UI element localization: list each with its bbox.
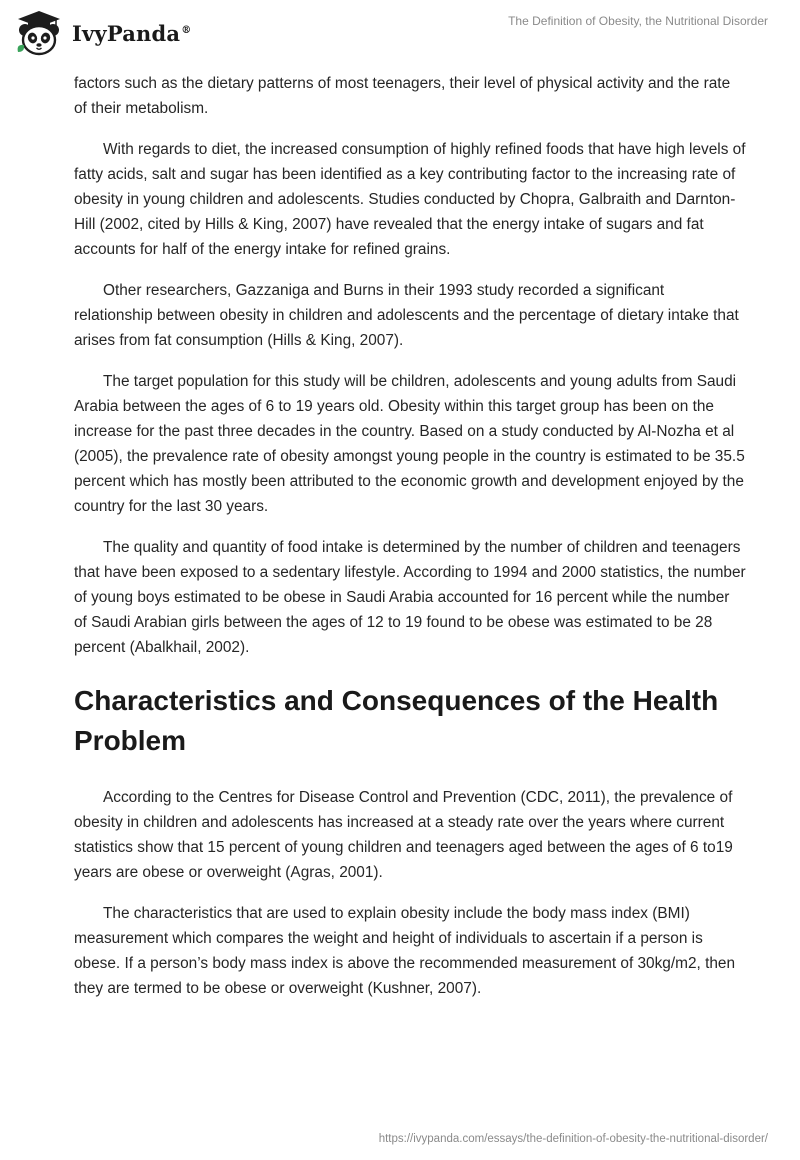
essay-content [74,71,746,1017]
panda-graduate-icon [14,8,64,58]
paragraph: The quality and quantity of food intake is determined by the number of children and teenagers that have been exposed to a sedentary lifestyle. According to 1994 and 2000 statistics, the number of young boys estimated to be obese in Saudi Arabia accounted for 16 percent while the number of Saudi Arabian girls between the ages of 12 to 19 found to be obese was estimated to be 28 percent (Abalkhail, 2002). [74,539,746,656]
paragraph: The target population for this study will be children, adolescents and young adults from Saudi Arabia between the ages of 6 to 19 years old. Obesity within this target group has been on the increase for the past three decades in the country. Based on a study conducted by Al-Nozha et al (2005), the prevalence rate of obesity amongst young people in the country is estimated to be 35.5 percent which has mostly been attributed to the economic growth and development enjoyed by the country for the last 30 years. [74,373,745,515]
source-url[interactable]: https://ivypanda.com/essays/the-definition-of-obesity-the-nutritional-disorder/ [378,1133,768,1145]
paragraph: According to the Centres for Disease Control and Prevention (CDC, 2011), the prevalence of obesity in children and adolescents has increased at a steady rate over the years where current statistics show that 15 percent of young children and teenagers aged between the ages of 6 to19 years are obese or overweight (Agras, 2001). [74,789,733,881]
paragraph: With regards to diet, the increased consumption of highly refined foods that have high levels of fatty acids, salt and sugar has been identified as a key contributing factor to the increasing rate of obesity in young children and adolescents. Studies conducted by Chopra, Galbraith and Darnton-Hill (2002, cited by Hills & King, 2007) have revealed that the energy intake of sugars and fat accounts for half of the energy intake for refined grains. [74,141,746,258]
paragraph: Other researchers, Gazzaniga and Burns in their 1993 study recorded a significant relationship between obesity in children and adolescents and the percentage of dietary intake that arises from fat consumption (Hills & King, 2007). [74,282,739,349]
ivypanda-logo[interactable] [14,7,191,59]
page-header [0,0,800,70]
section-heading: Characteristics and Consequences of the Health Problem [74,685,719,756]
paragraph: The characteristics that are used to explain obesity include the body mass index (BMI) measurement which compares the weight and height of individuals to ascertain if a person is obese. If a person’s body mass index is above the recommended measurement of 30kg/m2, then they are termed to be obese or overweight (Kushner, 2007). [74,905,736,997]
registered-mark: ® [181,24,192,36]
document-title: The Definition of Obesity, the Nutritional Disorder [508,14,768,28]
paragraph: factors such as the dietary patterns of most teenagers, their level of physical activity and the rate of their metabolism. [74,75,731,117]
brand-name: IvyPanda® [72,20,192,46]
